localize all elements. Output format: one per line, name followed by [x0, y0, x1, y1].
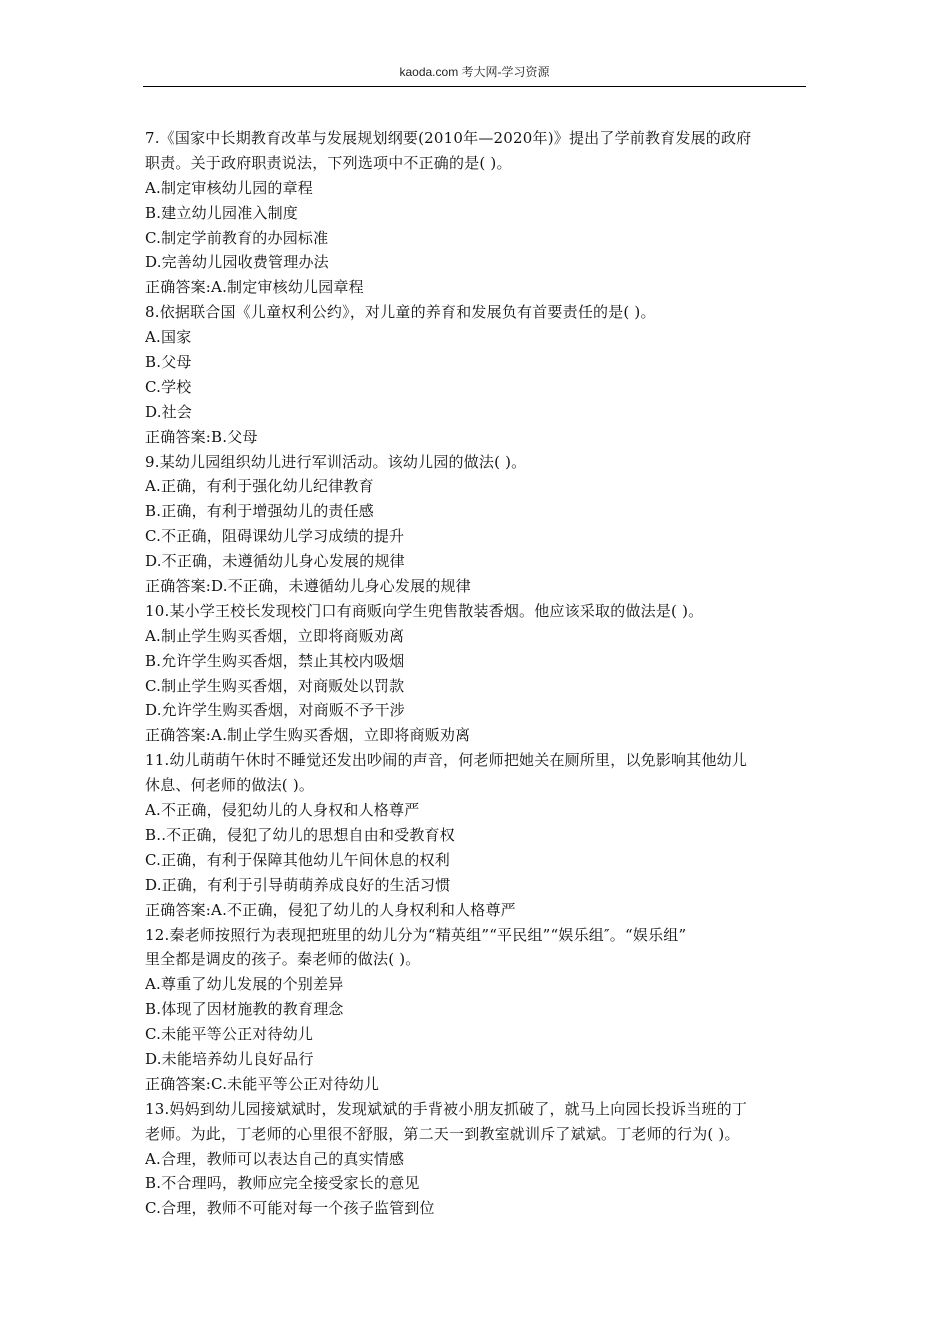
question-13-stem-line-1: 13.妈妈到幼儿园接斌斌时，发现斌斌的手背被小朋友抓破了，就马上向园长投诉当班的丁 [145, 1099, 748, 1118]
question-12-option-a: A.尊重了幼儿发展的个别差异 [145, 975, 344, 994]
question-7-option-a: A.制定审核幼儿园的章程 [145, 178, 314, 197]
question-12-option-b: B.体现了因材施教的教育理念 [145, 1000, 344, 1019]
question-11-option-a: A.不正确，侵犯幼儿的人身权和人格尊严 [145, 801, 420, 820]
question-7-stem-line-2: 职责。关于政府职责说法，下列选项中不正确的是( )。 [145, 153, 512, 172]
question-10-answer: 正确答案:A.制止学生购买香烟，立即将商贩劝离 [145, 726, 471, 745]
question-8-option-d: D.社会 [145, 402, 193, 421]
question-12-option-c: C.未能平等公正对待幼儿 [145, 1025, 314, 1044]
question-8-stem-line-1: 8.依据联合国《儿童权利公约》，对儿童的养育和发展负有首要责任的是( )。 [145, 303, 656, 322]
question-7-option-c: C.制定学前教育的办园标准 [145, 228, 329, 247]
question-12-answer: 正确答案:C.未能平等公正对待幼儿 [145, 1074, 380, 1093]
question-10-option-d: D.允许学生购买香烟，对商贩不予干涉 [145, 701, 405, 720]
question-9-option-d: D.不正确，未遵循幼儿身心发展的规律 [145, 552, 405, 571]
question-7-option-d: D.完善幼儿园收费管理办法 [145, 253, 329, 272]
question-11-answer: 正确答案:A.不正确，侵犯了幼儿的人身权利和人格尊严 [145, 900, 516, 919]
question-13-stem-line-2: 老师。为此，丁老师的心里很不舒服，第二天一到教室就训斥了斌斌。丁老师的行为( )。 [145, 1124, 740, 1143]
question-11-option-c: C.正确，有利于保障其他幼儿午间休息的权利 [145, 850, 450, 869]
question-10-option-c: C.制止学生购买香烟，对商贩处以罚款 [145, 676, 405, 695]
question-8-option-a: A.国家 [145, 328, 192, 347]
question-7-option-b: B.建立幼儿园准入制度 [145, 203, 298, 222]
question-11-option-d: D.正确，有利于引导萌萌养成良好的生活习惯 [145, 875, 451, 894]
question-8-option-b: B.父母 [145, 353, 192, 372]
question-9-option-a: A.正确，有利于强化幼儿纪律教育 [145, 477, 374, 496]
question-11-stem-line-2: 休息、何老师的做法( )。 [145, 776, 315, 795]
question-list [145, 126, 807, 1221]
question-9-option-c: C.不正确，阻碍课幼儿学习成绩的提升 [145, 527, 405, 546]
question-11-stem-line-1: 11.幼儿萌萌午休时不睡觉还发出吵闹的声音，何老师把她关在厕所里，以免影响其他幼儿 [145, 751, 748, 770]
question-13-option-a: A.合理，教师可以表达自己的真实情感 [145, 1149, 405, 1168]
question-9-stem-line-1: 9.某幼儿园组织幼儿进行军训活动。该幼儿园的做法( )。 [145, 452, 527, 471]
question-7-stem-line-1: 7.《国家中长期教育改革与发展规划纲要(2010年—2020年)》提出了学前教育发展的政府 [145, 129, 752, 147]
question-10-option-a: A.制止学生购买香烟，立即将商贩劝离 [145, 626, 405, 645]
question-8-option-c: C.学校 [145, 377, 192, 396]
question-10-stem-line-1: 10.某小学王校长发现校门口有商贩向学生兜售散装香烟。他应该采取的做法是( )。 [145, 601, 704, 620]
question-9-answer: 正确答案:D.不正确，未遵循幼儿身心发展的规律 [145, 577, 471, 596]
question-12-stem-line-1: 12.秦老师按照行为表现把班里的幼儿分为“精英组”“平民组”“娱乐组″。“娱乐组” [145, 925, 687, 944]
question-13-option-c: C.合理，教师不可能对每一个孩子监管到位 [145, 1199, 435, 1218]
page-header: kaoda.com 考大网-学习资源 [399, 65, 550, 79]
question-11-option-b: B..不正确，侵犯了幼儿的思想自由和受教育权 [145, 825, 455, 844]
question-12-stem-line-2: 里全都是调皮的孩子。秦老师的做法( )。 [145, 950, 421, 969]
question-13-option-b: B.不合理吗，教师应完全接受家长的意见 [145, 1174, 420, 1193]
question-8-answer: 正确答案:B.父母 [145, 427, 258, 446]
header-divider [143, 86, 806, 87]
question-9-option-b: B.正确，有利于增强幼儿的责任感 [145, 502, 374, 521]
question-12-option-d: D.未能培养幼儿良好品行 [145, 1049, 314, 1068]
question-10-option-b: B.允许学生购买香烟，禁止其校内吸烟 [145, 651, 405, 670]
question-7-answer: 正确答案:A.制定审核幼儿园章程 [145, 278, 364, 297]
